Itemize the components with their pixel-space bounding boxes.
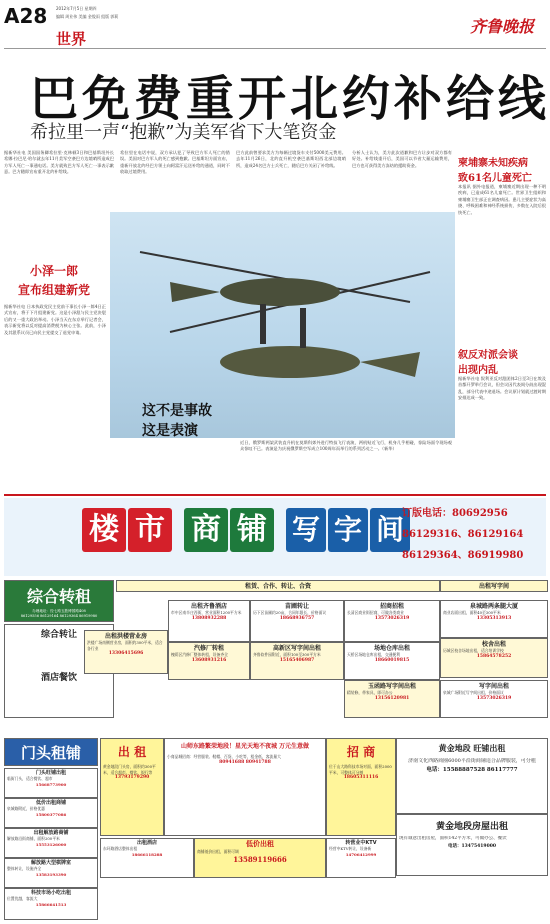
- lower-small-item-body: 位置优越，客流大: [7, 896, 38, 901]
- lower-small-item-body: 经营中KTV转让，设备新: [329, 846, 372, 851]
- lower-small-item-phone: 13589119666: [233, 854, 287, 864]
- side-left-body: 据新华社电 日本执政党民主党前干事长小泽一郎4日正式宣布，将于下月组建新党。这是小泽派与民主党决裂后的又一重大政治举动。小泽当天在东京举行记者会，表示新党将以反对提高消费税为核心主张。此前，小泽及其派系议员已向民主党提交了退党申请。: [4, 304, 106, 335]
- classified-item-title: 苗圃转让: [284, 603, 309, 610]
- classified-item-title: 招商招租: [379, 603, 404, 610]
- banner-phone-2: 86129316、86129164: [402, 529, 524, 540]
- classified-logo-title: 综合转租: [26, 587, 91, 606]
- lower-small-item-body: 商铺低价出租，面积可调: [197, 849, 239, 854]
- classified-item: [168, 600, 250, 642]
- classified-logo-sub: 办理地址：经七路五胜博园路408: [32, 609, 86, 613]
- lower-zhaoshang-body: 位于山大路科技市场对面，面积2000平米，可整体可分割: [329, 764, 392, 775]
- lower-small-item-title: 低价出租商铺: [35, 800, 66, 806]
- lower-small-item: [4, 828, 98, 858]
- lower-zhaoshang-phone: 18605311116: [343, 775, 379, 781]
- banner-phone-3: 86129364、86919980: [402, 550, 524, 561]
- side-right-title-2: [458, 346, 548, 376]
- lower-small-item-phone: 15668773900: [35, 781, 67, 787]
- photo-caption-text: 近日，俄罗斯两架武装直升机在莫斯科郊外进行特技飞行表演，两机贴近飞行，机身几乎相碰，惊险场面令现场观众惊叹不已。表演是为庆祝俄罗斯空军成立100周年而举行的系列活动之一。（新华）: [240, 440, 452, 452]
- lower-gold: [396, 738, 548, 814]
- classified-item-phone: 18668936757: [279, 615, 315, 621]
- lower-gold2-body: 现有诚意出租房屋，面积142平方米，可做办公、餐饮: [399, 836, 507, 841]
- classified-item-body: 齐鲁软件园附近，面积100至300平方米: [253, 652, 321, 657]
- classified-item-body: 长清区商业街招商，可做各类商业: [347, 610, 404, 615]
- banner-phone-label: 订版电话：: [402, 508, 452, 519]
- lower-small-item-body: 东环路酒店整体出租: [103, 846, 138, 851]
- banner-phone-1: 80692956: [452, 508, 508, 519]
- lower-logo: [4, 738, 98, 766]
- lower-zhaoshang-title: 招 商: [346, 745, 376, 759]
- lower-logo-title: 门头租铺: [20, 744, 81, 762]
- classified-item: [440, 600, 548, 638]
- classified-item-phone: 13808932288: [191, 615, 227, 621]
- article-col-1: 据新华社电 美国国务卿希拉里·克林顿3日和巴基斯坦外长希娜·拉巴尼·哈尔就去年11月美军空袭巴方边境哨所造成巴方军人死亡一事通电话。美方就致巴方军人死亡一事表示歉意。巴方随即宣布重开北约补给线。: [4, 150, 114, 175]
- classified-item: [440, 638, 548, 678]
- lower-small-item-body: 解放路沿街商铺，面积200平米: [7, 836, 60, 841]
- lower-small-item: [100, 838, 194, 878]
- side-right-title-2-line2: 出现内乱: [458, 365, 498, 376]
- classified-item-title: 出租洪楼营业房: [104, 633, 147, 640]
- banner-char: 铺: [230, 508, 274, 552]
- lower-small-item: [4, 798, 98, 828]
- classified-item-title: 高新区写字间出租: [272, 645, 321, 652]
- side-right-body-2: 据新华社电 叙利亚反对派团体2日至3日在埃及首都开罗举行会议，但会议因代表间分歧出现混乱，部分代表中途退场。会议原计划就过渡时期安排达成一致。: [458, 376, 546, 401]
- header-rule: [4, 48, 546, 49]
- classified-item-body: 精装修，带家具，即可办公: [347, 690, 393, 695]
- lower-small-item-title: 出租酒店: [136, 840, 157, 846]
- classified-office-title: 出租写字间: [478, 583, 509, 590]
- classified-item-body: 历城区校舍场地出租，适合培训学校: [443, 648, 504, 653]
- lower-small-item-title: 低价出租: [246, 840, 274, 848]
- side-right-title-1: [458, 154, 548, 184]
- lower-center-body: 小商品城招商：经营服装、鞋帽、百货、小吃等，租金低，客流量大: [167, 754, 281, 759]
- side-right-title-1-line1: 柬埔寨未知疾病: [458, 158, 528, 169]
- lower-small-item-title: 转营业中KTV: [345, 840, 377, 846]
- classified-wanted-title: 综合转让: [40, 630, 77, 640]
- banner-char: 字: [328, 508, 368, 552]
- article-col-2: 希拉里在电话中说，双方承认犯了导致巴方军人死亡的错误。美国对巴方军人的死亡感到抱歉。巴基斯坦方面宣布，重新开放北约经巴方领土向阿富汗运送补给的通道，同时不收取过境费用。: [120, 150, 230, 175]
- classified-item: [344, 600, 440, 642]
- lower-gold-body: 济南文化西路商圈6000平沿街商铺适合品牌服装，可分租: [408, 758, 536, 764]
- classified-item: [84, 630, 168, 674]
- date-line: 2012年7月5日 星期四: [56, 6, 97, 11]
- side-left-title-line2: 宣布组建新党: [17, 283, 90, 297]
- lower-small-item-title: 科技市场小吃出租: [30, 890, 71, 896]
- classified-item-phone: 13305313913: [476, 615, 512, 621]
- classified-item: [250, 642, 344, 680]
- page-code: A28: [4, 4, 48, 28]
- lower-zhaoshang: [326, 738, 396, 836]
- classified-item-body: 槐荫区汽修厂整体转租，设备齐全: [171, 652, 228, 657]
- sub-headline: 希拉里一声“抱歉”为美军省下大笔资金: [30, 122, 337, 143]
- classified-item-title: 场地仓库出租: [373, 645, 410, 652]
- side-right-title-2-line1: 叙反对派会谈: [458, 350, 518, 361]
- classified-item-phone: 13608931216: [191, 657, 227, 663]
- section-label: 世界: [56, 30, 87, 48]
- article-col-3: 巴方此前曾要求美方为每辆过境货车支付5000美元费用。去年11月26日，北约直升机空袭巴基斯坦西北部边境哨所，造成24名巴方士兵死亡，随后巴方关闭了补给线。: [236, 150, 346, 168]
- classified-item-title: 校舍出租: [481, 641, 506, 648]
- banner-char: 商: [184, 508, 228, 552]
- banner-char: 间: [370, 508, 410, 552]
- masthead-logo: 齐鲁晚报: [470, 17, 535, 36]
- side-left-title: [4, 262, 104, 298]
- lower-small-item-phone: 13583193390: [35, 871, 67, 877]
- classified-item-body: 洪楼广场南侧营业房，面积约300平米，适合各行业: [87, 640, 163, 651]
- lower-small-item-body: 临街门头，适合餐饮、超市: [7, 776, 53, 781]
- classified-item-title: 玉函路写字间出租: [367, 683, 416, 690]
- classified-item-phone: 18660019815: [374, 657, 410, 663]
- lower-small-item-phone: 15800377086: [35, 811, 67, 817]
- classified-item-title: 泉城路两条腿大厦: [469, 603, 518, 610]
- banner-char: 写: [286, 508, 326, 552]
- classified-item: [440, 680, 548, 718]
- photo-big-caption: [142, 400, 212, 440]
- classified-item-title: 汽修厂转租: [193, 645, 224, 652]
- classified-item: [250, 600, 344, 642]
- classified-item-phone: 13156120981: [374, 695, 410, 701]
- classified-item: [344, 680, 440, 718]
- photo-big-caption-line2: 这是表演: [142, 423, 198, 439]
- classified-logo-phones: 86129556 86129164 86129364 86919980: [20, 614, 98, 618]
- lower-small-item-body: 泉城路附近，价格优惠: [7, 806, 45, 811]
- side-right-body-1: 本报讯 据外电报道，柬埔寨近期出现一种不明疾病，已造成61名儿童死亡。世界卫生组织和柬埔寨卫生部正在调查病因。患儿主要症状为高烧、呼吸困难和神经系统损伤，多数在入院后很快死亡。: [458, 184, 546, 215]
- lower-center-phone: 80941688 80941788: [219, 759, 271, 765]
- photo-big-caption-line1: 这不是事故: [142, 403, 212, 419]
- classified-item-title: 写字间出租: [478, 683, 509, 690]
- lower-small-item-body: 整体转让，设施齐全: [7, 866, 42, 871]
- classified-item: [344, 642, 440, 680]
- classified-item-phone: 13573026319: [374, 615, 410, 621]
- lower-small-item-phone: 14706412999: [345, 851, 377, 857]
- classified-shop-header: [440, 580, 548, 592]
- classified-item-body: 市中区南辛庄西街，营业面积1200平方米: [171, 610, 242, 615]
- lower-small-item: [4, 768, 98, 798]
- lower-small-item: [326, 838, 396, 878]
- lower-center: [164, 738, 326, 836]
- lower-small-item-title: 出租解放路商铺: [33, 830, 69, 836]
- classified-logo: [4, 580, 114, 622]
- editors-line: 编辑 周业伟 美编 金俊雨 组版 郭莉: [56, 14, 119, 19]
- classified-rent-header: [116, 580, 440, 592]
- classified-rent-title: 租赁、合作、转让、合资: [244, 583, 311, 590]
- classified-item-body: 商业店面出租，面积40至300平米: [443, 610, 501, 615]
- lower-gold2-title: 黄金地段房屋出租: [435, 822, 508, 832]
- classified-item-phone: 13306415696: [108, 651, 144, 657]
- lower-center-title: 山师东路繁荣地段！星光天地不夜城 万元生意做: [180, 743, 310, 750]
- lower-chuzu: [100, 738, 164, 836]
- classified-item-phone: 15165406987: [279, 657, 315, 663]
- main-headline: 巴免费重开北约补给线: [30, 71, 550, 127]
- classified-item-body: 历下区苗圃约20亩，合同年限长，价格面议: [253, 610, 327, 615]
- classified-item-title: 出租齐鲁酒店: [190, 603, 227, 610]
- ad-banner: [4, 498, 546, 576]
- lower-small-item-phone: 15866641513: [35, 901, 67, 907]
- lower-small-item: [4, 888, 98, 920]
- lower-gold2-phone: 电话：13475419000: [448, 843, 496, 849]
- classified-item-body: 天桥区场地仓库出租，交通便利: [347, 652, 401, 657]
- news-ad-divider: [4, 494, 546, 496]
- article-col-4: 分析人士认为，美方此次道歉和巴方让步对双方都有好处。补给线重开后，美国可以节省大量运输费用，巴方也可获得美方冻结的援助资金。: [352, 150, 452, 168]
- classified-item-body: 泉城广场附近写字间出租，价格面议: [443, 690, 504, 695]
- lower-gold-phone: 电话：15588887528 86117777: [426, 767, 518, 773]
- classified-item: [168, 642, 250, 680]
- lower-small-item-phone: 18666118288: [131, 851, 163, 857]
- lower-chuzu-body: 黄金地段门头房，面积约300平米，适合超市、餐饮、银行等: [103, 764, 156, 775]
- banner-phones: [402, 504, 544, 561]
- lower-small-item-title: 门头旺铺出租: [35, 770, 66, 776]
- side-left-title-line1: 小泽一郎: [29, 264, 78, 278]
- side-right-title-1-line2: 致61名儿童死亡: [458, 173, 532, 184]
- lower-gold2: [396, 814, 548, 876]
- banner-chars: [82, 508, 412, 564]
- classified-item-phone: 13573026319: [476, 695, 512, 701]
- banner-char: 市: [128, 508, 172, 552]
- lower-chuzu-title: 出 租: [117, 745, 147, 759]
- lower-small-item: [4, 858, 98, 888]
- lower-chuzu-phone: 13793179290: [114, 775, 150, 781]
- classified-hotel-title: 酒店餐饮: [40, 673, 77, 683]
- lower-small-item: [194, 838, 326, 878]
- lower-gold-title: 黄金地段 旺铺出租: [438, 744, 506, 753]
- classified-item-phone: 15864578252: [476, 653, 512, 659]
- lower-small-item-title: 解放路大型棋牌室: [30, 860, 71, 866]
- banner-char: 楼: [82, 508, 126, 552]
- lower-small-item-phone: 15553126000: [35, 841, 67, 847]
